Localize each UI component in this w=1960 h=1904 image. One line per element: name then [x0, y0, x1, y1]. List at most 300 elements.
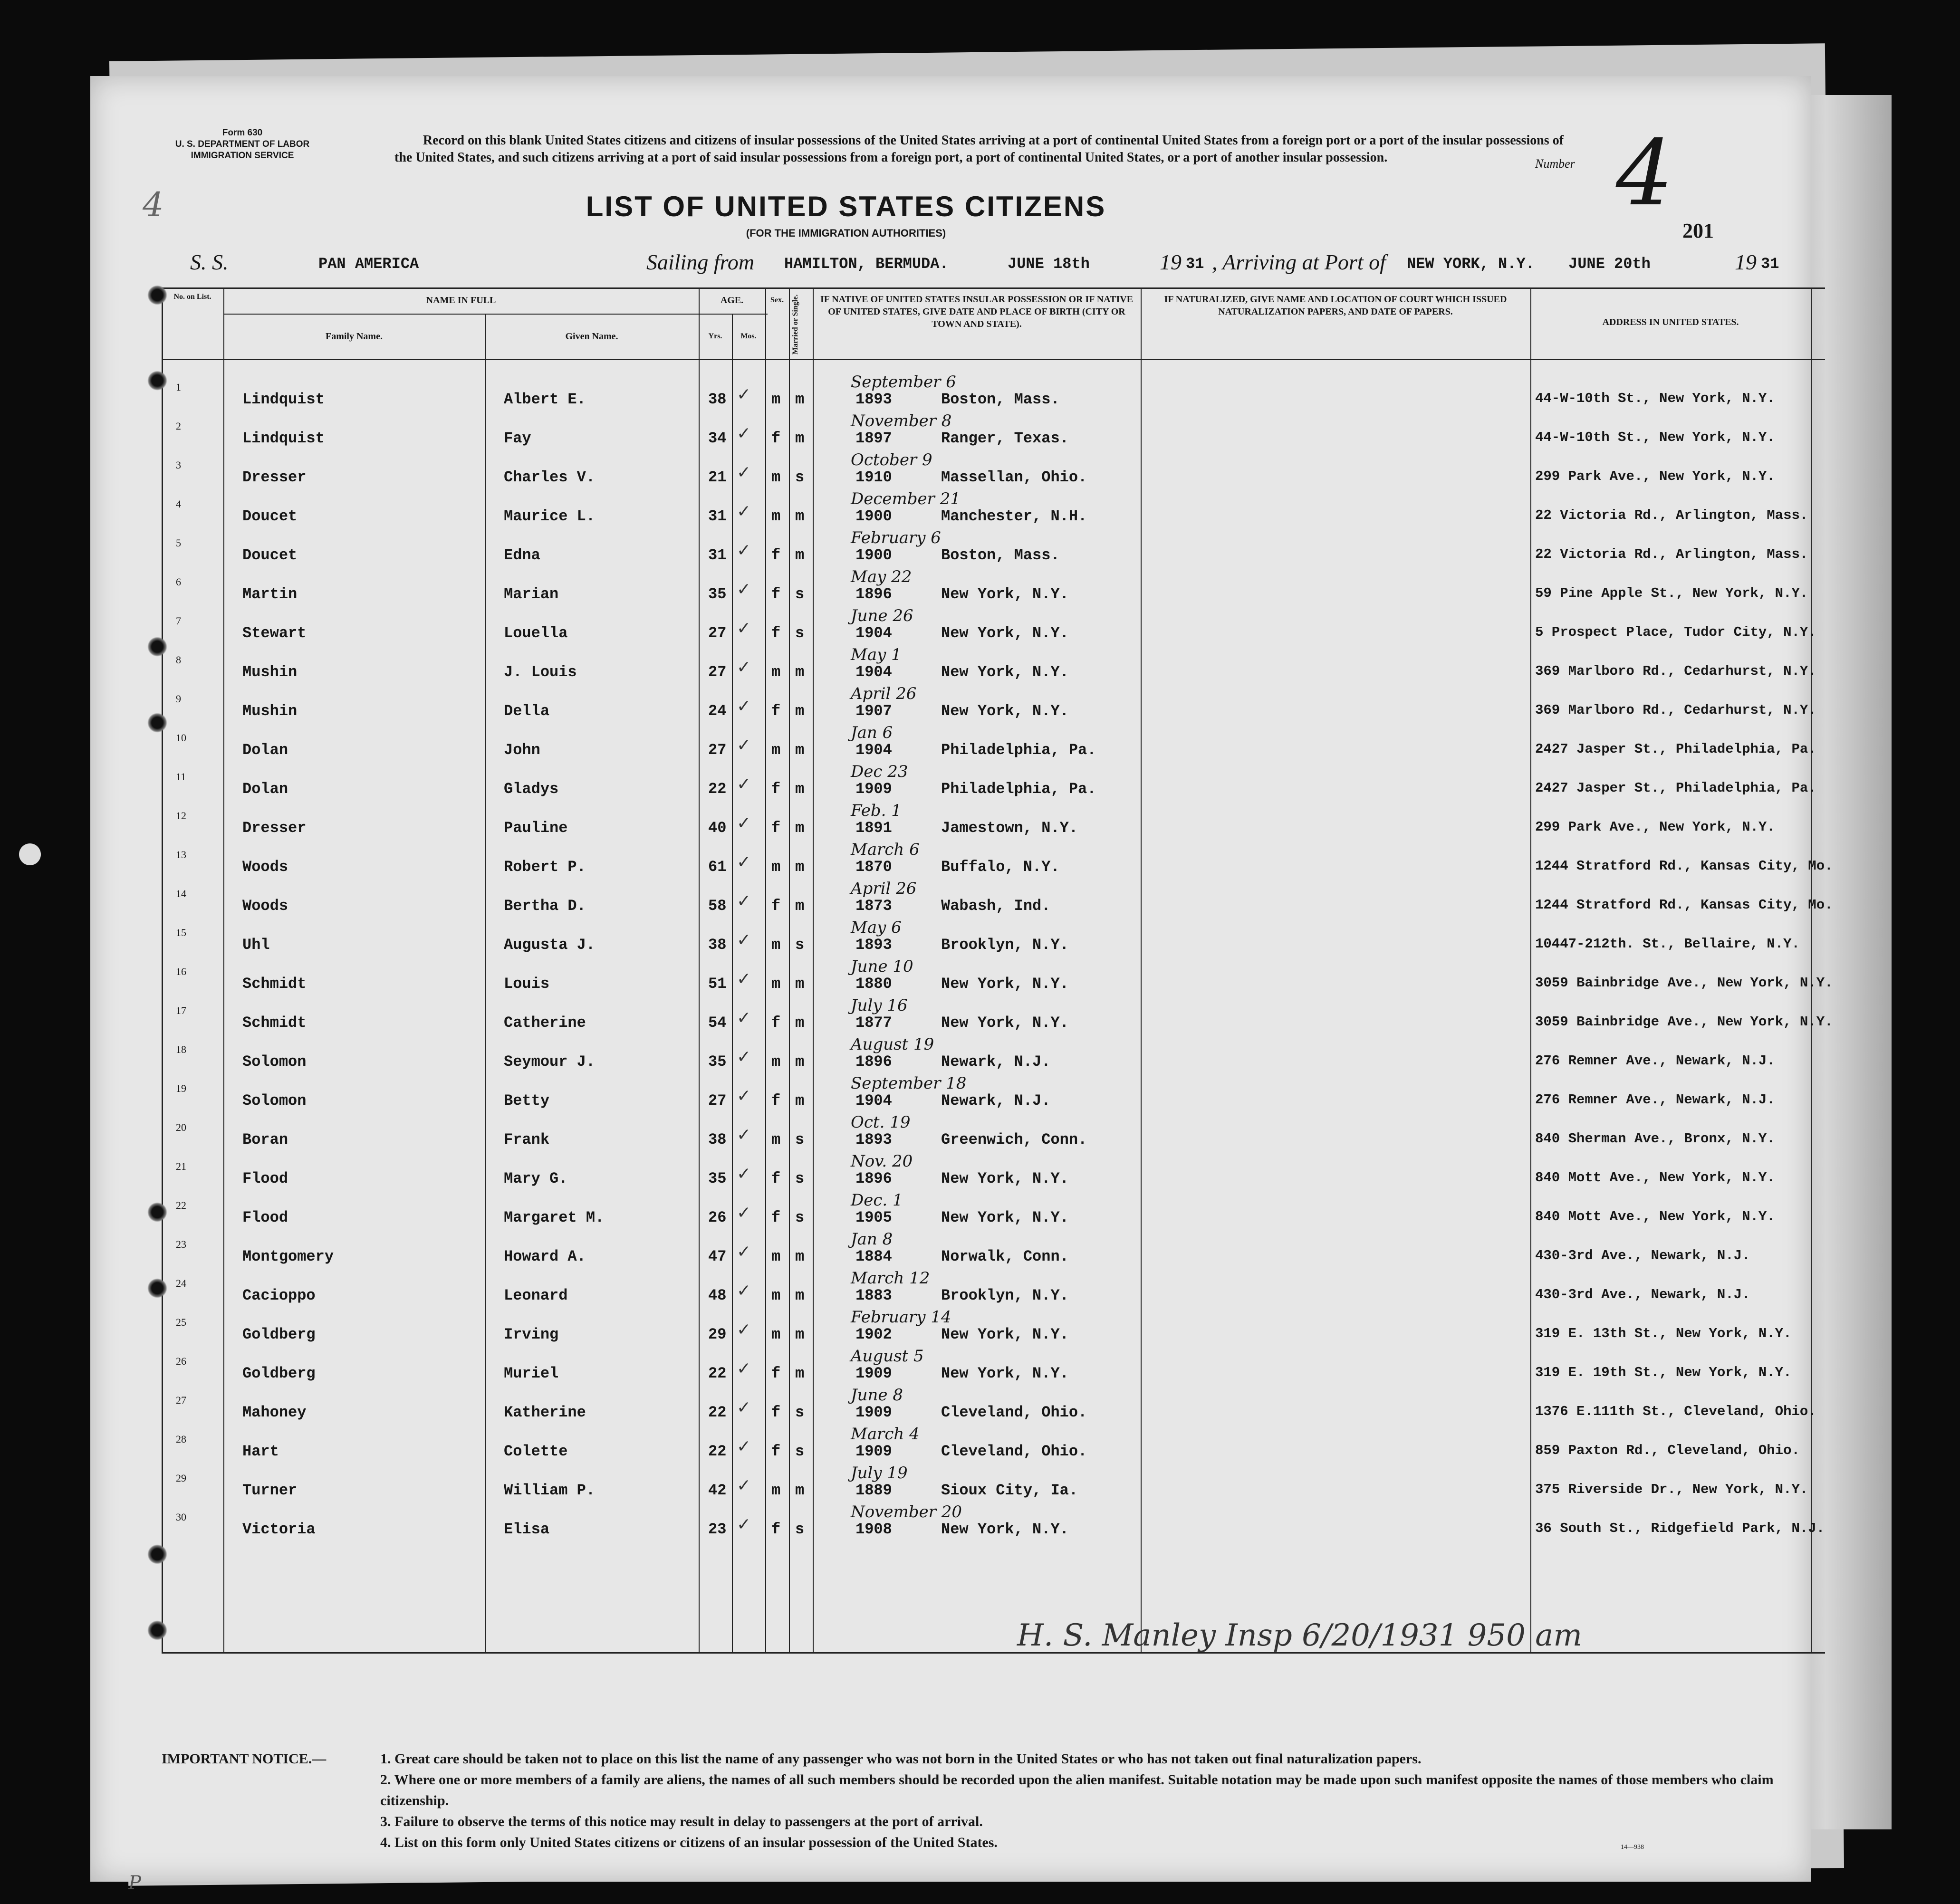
- row-number: 29: [176, 1472, 186, 1484]
- age-years: 27: [708, 663, 727, 681]
- birth-date-handwritten: June 26: [851, 606, 913, 625]
- birth-date-handwritten: September 6: [851, 373, 956, 392]
- margin-mark: 4: [143, 185, 164, 224]
- passenger-table: [162, 287, 1833, 1654]
- birth-year: 1889: [855, 1482, 892, 1499]
- check-mark-icon: ✓: [737, 424, 751, 443]
- birth-place: Brooklyn, N.Y.: [941, 936, 1069, 954]
- given-name: J. Louis: [504, 663, 577, 681]
- address: 10447-212th. St., Bellaire, N.Y.: [1535, 936, 1800, 952]
- table-row: [162, 1191, 1825, 1237]
- age-years: 42: [708, 1482, 727, 1499]
- marital-status: m: [795, 819, 805, 837]
- birth-year: 1905: [855, 1209, 892, 1226]
- row-number: 15: [176, 927, 186, 938]
- binder-hole: [147, 371, 167, 391]
- marital-status: m: [795, 741, 805, 759]
- check-mark-icon: ✓: [737, 1203, 751, 1223]
- birth-date-handwritten: December 21: [851, 489, 961, 508]
- age-years: 31: [708, 507, 727, 525]
- marital-status: m: [795, 1014, 805, 1032]
- inspector-signature: H. S. Manley Insp 6/20/1931 950 am: [1017, 1618, 1582, 1653]
- binder-hole: [147, 1620, 167, 1640]
- age-years: 31: [708, 546, 727, 564]
- row-number: 18: [176, 1043, 186, 1055]
- page-subtitle: (FOR THE IMMIGRATION AUTHORITIES): [746, 227, 946, 239]
- age-years: 24: [708, 702, 727, 720]
- family-name: Flood: [242, 1170, 288, 1187]
- birth-year: 1909: [855, 1404, 892, 1421]
- birth-place: New York, N.Y.: [941, 1365, 1069, 1382]
- notice-item: 1. Great care should be taken not to place on this list the name of any passenger who was not born in the United States or who has not taken out final naturalization papers.: [380, 1751, 1422, 1767]
- family-name: Stewart: [242, 624, 307, 642]
- binder-hole: [147, 637, 167, 657]
- check-mark-icon: ✓: [737, 1515, 751, 1534]
- sex: f: [771, 897, 781, 915]
- check-mark-icon: ✓: [737, 1398, 751, 1417]
- family-name: Victoria: [242, 1521, 316, 1538]
- marital-status: s: [795, 1131, 805, 1148]
- birth-place: Boston, Mass.: [941, 546, 1060, 564]
- sex: f: [771, 1170, 781, 1187]
- table-row: [162, 996, 1833, 1043]
- given-name: Pauline: [504, 819, 568, 837]
- birth-place: Cleveland, Ohio.: [941, 1443, 1087, 1460]
- birth-date-handwritten: November 8: [851, 411, 952, 431]
- name-in-full-header: NAME IN FULL: [426, 295, 496, 306]
- marital-status: m: [795, 975, 805, 993]
- age-years: 22: [708, 1365, 727, 1382]
- table-row: [162, 957, 1833, 1004]
- check-mark-icon: ✓: [737, 502, 751, 521]
- ss-label: S. S.: [190, 250, 229, 274]
- table-row: [162, 1464, 1825, 1510]
- family-name: Uhl: [242, 936, 270, 954]
- age-years: 51: [708, 975, 727, 993]
- row-number: 23: [176, 1238, 186, 1250]
- form-identifier: Form 630 U. S. DEPARTMENT OF LABOR IMMIGRATION SERVICE: [175, 128, 310, 161]
- birth-year: 1908: [855, 1521, 892, 1538]
- table-row: [162, 567, 1825, 614]
- family-name: Dolan: [242, 741, 288, 759]
- address: 319 E. 13th St., New York, N.Y.: [1535, 1326, 1792, 1341]
- row-number: 25: [176, 1316, 186, 1328]
- marital-status: m: [795, 897, 805, 915]
- given-name: Irving: [504, 1326, 559, 1343]
- row-number: 4: [176, 498, 181, 510]
- check-mark-icon: ✓: [737, 1125, 751, 1145]
- sex: f: [771, 819, 781, 837]
- marital-status: s: [795, 1209, 805, 1226]
- family-name: Hart: [242, 1443, 279, 1460]
- address: 299 Park Ave., New York, N.Y.: [1535, 469, 1775, 484]
- table-row: [162, 1074, 1825, 1120]
- age-years: 22: [708, 1443, 727, 1460]
- table-row: [162, 373, 1825, 419]
- address: 276 Remner Ave., Newark, N.J.: [1535, 1053, 1775, 1069]
- row-number: 10: [176, 732, 186, 744]
- given-name: Louella: [504, 624, 568, 642]
- sex: f: [771, 1404, 781, 1421]
- table-row: [162, 1269, 1825, 1315]
- given-name: Edna: [504, 546, 540, 564]
- age-years: 54: [708, 1014, 727, 1032]
- table-row: [162, 684, 1825, 731]
- binder-hole: [147, 1202, 167, 1222]
- family-name: Mushin: [242, 702, 298, 720]
- marital-status: s: [795, 1521, 805, 1538]
- row-number: 22: [176, 1199, 186, 1211]
- check-mark-icon: ✓: [737, 1164, 751, 1184]
- notice-item: 2. Where one or more members of a family are aliens, the names of all such members should be recorded upon the alien manifest. Suitable notation may be made upon such manifest opposite the names of those members who claim citizenship.: [380, 1772, 1774, 1808]
- family-name: Lindquist: [242, 391, 325, 408]
- birth-year: 1893: [855, 391, 892, 408]
- birth-place: Greenwich, Conn.: [941, 1131, 1087, 1148]
- sailing-label: Sailing from: [646, 250, 755, 274]
- form-instructions: Record on this blank United States citizens and citizens of insular possessions of the United States arriving at a port of continental United States from a foreign port or a port of the insular possessions of the United States, and such citizens arriving at a port of said insular possessions from a foreign port, a port of continental United States, or a port of another insular possession.: [394, 133, 1564, 165]
- birth-year: 1909: [855, 780, 892, 798]
- address: 276 Remner Ave., Newark, N.J.: [1535, 1092, 1775, 1108]
- address: 369 Marlboro Rd., Cedarhurst, N.Y.: [1535, 663, 1816, 679]
- birth-date-handwritten: Jan 6: [851, 723, 893, 742]
- check-mark-icon: ✓: [737, 385, 751, 404]
- birth-place: Manchester, N.H.: [941, 507, 1087, 525]
- notice-item: 3. Failure to observe the terms of this notice may result in delay to passengers at the port of arrival.: [380, 1814, 983, 1829]
- binder-hole: [147, 1278, 167, 1298]
- family-name: Woods: [242, 897, 288, 915]
- birth-place: Newark, N.J.: [941, 1053, 1051, 1071]
- family-name: Martin: [242, 585, 298, 603]
- check-mark-icon: ✓: [737, 852, 751, 872]
- sex: f: [771, 430, 781, 447]
- check-mark-icon: ✓: [737, 1047, 751, 1067]
- sex: m: [771, 1053, 781, 1071]
- check-mark-icon: ✓: [737, 697, 751, 716]
- sex: m: [771, 1287, 781, 1304]
- table-row: [162, 801, 1825, 848]
- address: 22 Victoria Rd., Arlington, Mass.: [1535, 507, 1808, 523]
- birth-place: New York, N.Y.: [941, 1014, 1069, 1032]
- row-number: 8: [176, 654, 181, 666]
- row-number: 16: [176, 966, 186, 977]
- birth-year: 1904: [855, 741, 892, 759]
- birth-place: Jamestown, N.Y.: [941, 819, 1078, 837]
- age-years: 27: [708, 624, 727, 642]
- punch-hole: [19, 843, 41, 865]
- year-prefix-2: 19: [1735, 250, 1757, 274]
- row-number: 24: [176, 1277, 186, 1289]
- birth-year: 1902: [855, 1326, 892, 1343]
- table-row: [162, 918, 1825, 965]
- marital-status: m: [795, 391, 805, 408]
- notice-item: 4. List on this form only United States citizens or citizens of an insular possession of the United States.: [380, 1835, 998, 1850]
- family-name: Goldberg: [242, 1365, 316, 1382]
- table-row: [162, 723, 1825, 770]
- check-mark-icon: ✓: [737, 813, 751, 833]
- birth-place: Newark, N.J.: [941, 1092, 1051, 1110]
- age-years: 27: [708, 741, 727, 759]
- birth-year: 1891: [855, 819, 892, 837]
- row-number: 17: [176, 1005, 186, 1016]
- row-number: 7: [176, 615, 181, 627]
- sex: f: [771, 1092, 781, 1110]
- age-years: 22: [708, 780, 727, 798]
- birth-year: 1896: [855, 1053, 892, 1071]
- row-number: 5: [176, 537, 181, 549]
- age-years: 38: [708, 1131, 727, 1148]
- birth-year: 1896: [855, 585, 892, 603]
- birth-place: Boston, Mass.: [941, 391, 1060, 408]
- notice-lead: IMPORTANT NOTICE.—: [162, 1751, 327, 1767]
- birth-place: Massellan, Ohio.: [941, 469, 1087, 486]
- marital-status: s: [795, 1170, 805, 1187]
- family-name: Mahoney: [242, 1404, 307, 1421]
- marital-status: m: [795, 663, 805, 681]
- given-name: Muriel: [504, 1365, 559, 1382]
- sex: m: [771, 469, 781, 486]
- table-row: [162, 606, 1825, 653]
- address: 2427 Jasper St., Philadelphia, Pa.: [1535, 780, 1816, 796]
- given-name: Howard A.: [504, 1248, 586, 1265]
- check-mark-icon: ✓: [737, 736, 751, 755]
- address: 3059 Bainbridge Ave., New York, N.Y.: [1535, 1014, 1833, 1030]
- row-number: 12: [176, 810, 186, 822]
- footer-code: 14—938: [1621, 1844, 1644, 1851]
- given-name: Marian: [504, 585, 559, 603]
- given-name: Della: [504, 702, 550, 720]
- birth-date-handwritten: July 16: [851, 996, 908, 1015]
- birth-date-handwritten: May 6: [851, 918, 902, 937]
- check-mark-icon: ✓: [737, 1281, 751, 1301]
- birth-place: New York, N.Y.: [941, 585, 1069, 603]
- sex: f: [771, 1443, 781, 1460]
- birth-place: New York, N.Y.: [941, 702, 1069, 720]
- age-years: 23: [708, 1521, 727, 1538]
- sex: m: [771, 741, 781, 759]
- check-mark-icon: ✓: [737, 775, 751, 794]
- sex: m: [771, 391, 781, 408]
- sex: m: [771, 1248, 781, 1265]
- age-years: 27: [708, 1092, 727, 1110]
- row-number: 13: [176, 849, 186, 861]
- age-years: 34: [708, 430, 727, 447]
- address: 36 South St., Ridgefield Park, N.J.: [1535, 1521, 1825, 1536]
- marital-status: m: [795, 1053, 805, 1071]
- marital-status: m: [795, 1287, 805, 1304]
- address: 840 Sherman Ave., Bronx, N.Y.: [1535, 1131, 1775, 1147]
- address: 430-3rd Ave., Newark, N.J.: [1535, 1248, 1750, 1263]
- marital-status: s: [795, 1443, 805, 1460]
- given-name: Charles V.: [504, 469, 596, 486]
- family-name: Cacioppo: [242, 1287, 316, 1304]
- age-years: 26: [708, 1209, 727, 1226]
- address: 59 Pine Apple St., New York, N.Y.: [1535, 585, 1808, 601]
- row-number: 30: [176, 1511, 186, 1523]
- address: 430-3rd Ave., Newark, N.J.: [1535, 1287, 1750, 1302]
- sex: m: [771, 1326, 781, 1343]
- family-name: Turner: [242, 1482, 298, 1499]
- row-number: 26: [176, 1355, 186, 1367]
- row-number: 27: [176, 1394, 186, 1406]
- birth-year: 1904: [855, 663, 892, 681]
- birth-year: 1893: [855, 1131, 892, 1148]
- marital-status: m: [795, 546, 805, 564]
- birth-date-handwritten: February 6: [851, 528, 941, 547]
- table-row: [162, 450, 1825, 497]
- check-mark-icon: ✓: [737, 1476, 751, 1495]
- given-name: Margaret M.: [504, 1209, 605, 1226]
- birth-place: Brooklyn, N.Y.: [941, 1287, 1069, 1304]
- address: 5 Prospect Place, Tudor City, N.Y.: [1535, 624, 1816, 640]
- birth-place: New York, N.Y.: [941, 624, 1069, 642]
- given-name: Seymour J.: [504, 1053, 596, 1071]
- table-row: [162, 411, 1825, 458]
- check-mark-icon: ✓: [737, 969, 751, 989]
- sex: f: [771, 585, 781, 603]
- sex: m: [771, 663, 781, 681]
- birth-place: New York, N.Y.: [941, 1170, 1069, 1187]
- age-years: 47: [708, 1248, 727, 1265]
- sex: m: [771, 936, 781, 954]
- birth-year: 1909: [855, 1443, 892, 1460]
- birth-place: Philadelphia, Pa.: [941, 741, 1096, 759]
- table-row: [162, 879, 1833, 926]
- arriving-label: , Arriving at Port of: [1212, 250, 1386, 274]
- address: 22 Victoria Rd., Arlington, Mass.: [1535, 546, 1808, 562]
- birth-date-handwritten: June 8: [851, 1386, 903, 1405]
- ship-name: PAN AMERICA: [318, 255, 419, 273]
- family-name: Lindquist: [242, 430, 325, 447]
- sex: m: [771, 1131, 781, 1148]
- marital-status: m: [795, 1092, 805, 1110]
- table-row: [162, 1347, 1825, 1393]
- birth-date-handwritten: March 6: [851, 840, 920, 859]
- marital-status: s: [795, 585, 805, 603]
- row-number: 3: [176, 459, 181, 471]
- birth-place: New York, N.Y.: [941, 1521, 1069, 1538]
- birth-year: 1907: [855, 702, 892, 720]
- marital-status: s: [795, 1404, 805, 1421]
- check-mark-icon: ✓: [737, 580, 751, 599]
- birth-year: 1909: [855, 1365, 892, 1382]
- given-name: Robert P.: [504, 858, 586, 876]
- check-mark-icon: ✓: [737, 1359, 751, 1378]
- table-row: [162, 645, 1825, 692]
- birth-place: Philadelphia, Pa.: [941, 780, 1096, 798]
- row-number: 6: [176, 576, 181, 588]
- address: 1244 Stratford Rd., Kansas City, Mo.: [1535, 858, 1833, 874]
- family-name: Schmidt: [242, 975, 307, 993]
- birth-year: 1904: [855, 624, 892, 642]
- birth-header: IF NATIVE OF UNITED STATES INSULAR POSSESSION OR IF NATIVE OF UNITED STATES, GIVE DATE AND PLACE OF BIRTH (CITY OR TOWN AND STATE).: [820, 294, 1134, 329]
- row-number: 21: [176, 1160, 186, 1172]
- table-row: [162, 1386, 1825, 1432]
- address: 319 E. 19th St., New York, N.Y.: [1535, 1365, 1792, 1380]
- birth-year: 1897: [855, 430, 892, 447]
- birth-date-handwritten: June 10: [851, 957, 913, 976]
- given-name: Albert E.: [504, 391, 586, 408]
- birth-date-handwritten: April 26: [851, 879, 917, 898]
- check-mark-icon: ✓: [737, 1008, 751, 1028]
- given-name: Louis: [504, 975, 550, 993]
- sex: f: [771, 1014, 781, 1032]
- birth-date-handwritten: April 26: [851, 684, 917, 703]
- marital-status: m: [795, 430, 805, 447]
- age-years: 38: [708, 936, 727, 954]
- marital-status: m: [795, 1248, 805, 1265]
- married-header: Married or Single.: [791, 294, 799, 354]
- years-header: Yrs.: [708, 332, 722, 340]
- table-row: [162, 1425, 1825, 1471]
- sex: m: [771, 507, 781, 525]
- arrival-port: NEW YORK, N.Y.: [1407, 255, 1535, 273]
- binder-hole: [147, 285, 167, 305]
- birth-date-handwritten: March 4: [851, 1425, 920, 1444]
- address: 1244 Stratford Rd., Kansas City, Mo.: [1535, 897, 1833, 913]
- check-mark-icon: ✓: [737, 930, 751, 950]
- marital-status: s: [795, 469, 805, 486]
- check-mark-icon: ✓: [737, 463, 751, 482]
- birth-date-handwritten: Dec. 1: [851, 1191, 903, 1210]
- age-years: 61: [708, 858, 727, 876]
- page-title: LIST OF UNITED STATES CITIZENS: [586, 191, 1106, 222]
- birth-date-handwritten: May 22: [851, 567, 912, 586]
- address: 3059 Bainbridge Ave., New York, N.Y.: [1535, 975, 1833, 991]
- months-header: Mos.: [740, 332, 757, 340]
- table-row: [162, 489, 1825, 536]
- birth-date-handwritten: May 1: [851, 645, 902, 664]
- birth-place: Norwalk, Conn.: [941, 1248, 1069, 1265]
- address: 369 Marlboro Rd., Cedarhurst, N.Y.: [1535, 702, 1816, 718]
- birth-place: Ranger, Texas.: [941, 430, 1069, 447]
- birth-date-handwritten: Jan 8: [851, 1230, 893, 1249]
- sex: f: [771, 1521, 781, 1538]
- sex: f: [771, 624, 781, 642]
- birth-place: Buffalo, N.Y.: [941, 858, 1060, 876]
- given-name: Gladys: [504, 780, 559, 798]
- row-number: 14: [176, 888, 186, 899]
- col-no-header: No. on List.: [173, 293, 211, 301]
- family-name: Mushin: [242, 663, 298, 681]
- given-name: Maurice L.: [504, 507, 596, 525]
- birth-date-handwritten: August 19: [851, 1035, 934, 1054]
- sex: f: [771, 1209, 781, 1226]
- marital-status: m: [795, 507, 805, 525]
- sex-header: Sex.: [770, 296, 784, 304]
- family-name: Doucet: [242, 546, 298, 564]
- sex: f: [771, 546, 781, 564]
- given-name: John: [504, 741, 540, 759]
- family-name: Dresser: [242, 469, 307, 486]
- age-years: 40: [708, 819, 727, 837]
- year-prefix-1: 19: [1160, 250, 1182, 274]
- row-number: 28: [176, 1433, 186, 1445]
- birth-place: Sioux City, Ia.: [941, 1482, 1078, 1499]
- birth-year: 1873: [855, 897, 892, 915]
- family-name: Boran: [242, 1131, 288, 1148]
- birth-date-handwritten: September 18: [851, 1074, 967, 1093]
- arrival-date: JUNE 20th: [1568, 255, 1651, 273]
- address: 375 Riverside Dr., New York, N.Y.: [1535, 1482, 1808, 1497]
- family-name: Flood: [242, 1209, 288, 1226]
- given-name: Elisa: [504, 1521, 550, 1538]
- marital-status: m: [795, 702, 805, 720]
- birth-date-handwritten: Oct. 19: [851, 1113, 911, 1132]
- family-name: Schmidt: [242, 1014, 307, 1032]
- address: 840 Mott Ave., New York, N.Y.: [1535, 1209, 1775, 1225]
- birth-place: New York, N.Y.: [941, 663, 1069, 681]
- row-number: 2: [176, 420, 181, 432]
